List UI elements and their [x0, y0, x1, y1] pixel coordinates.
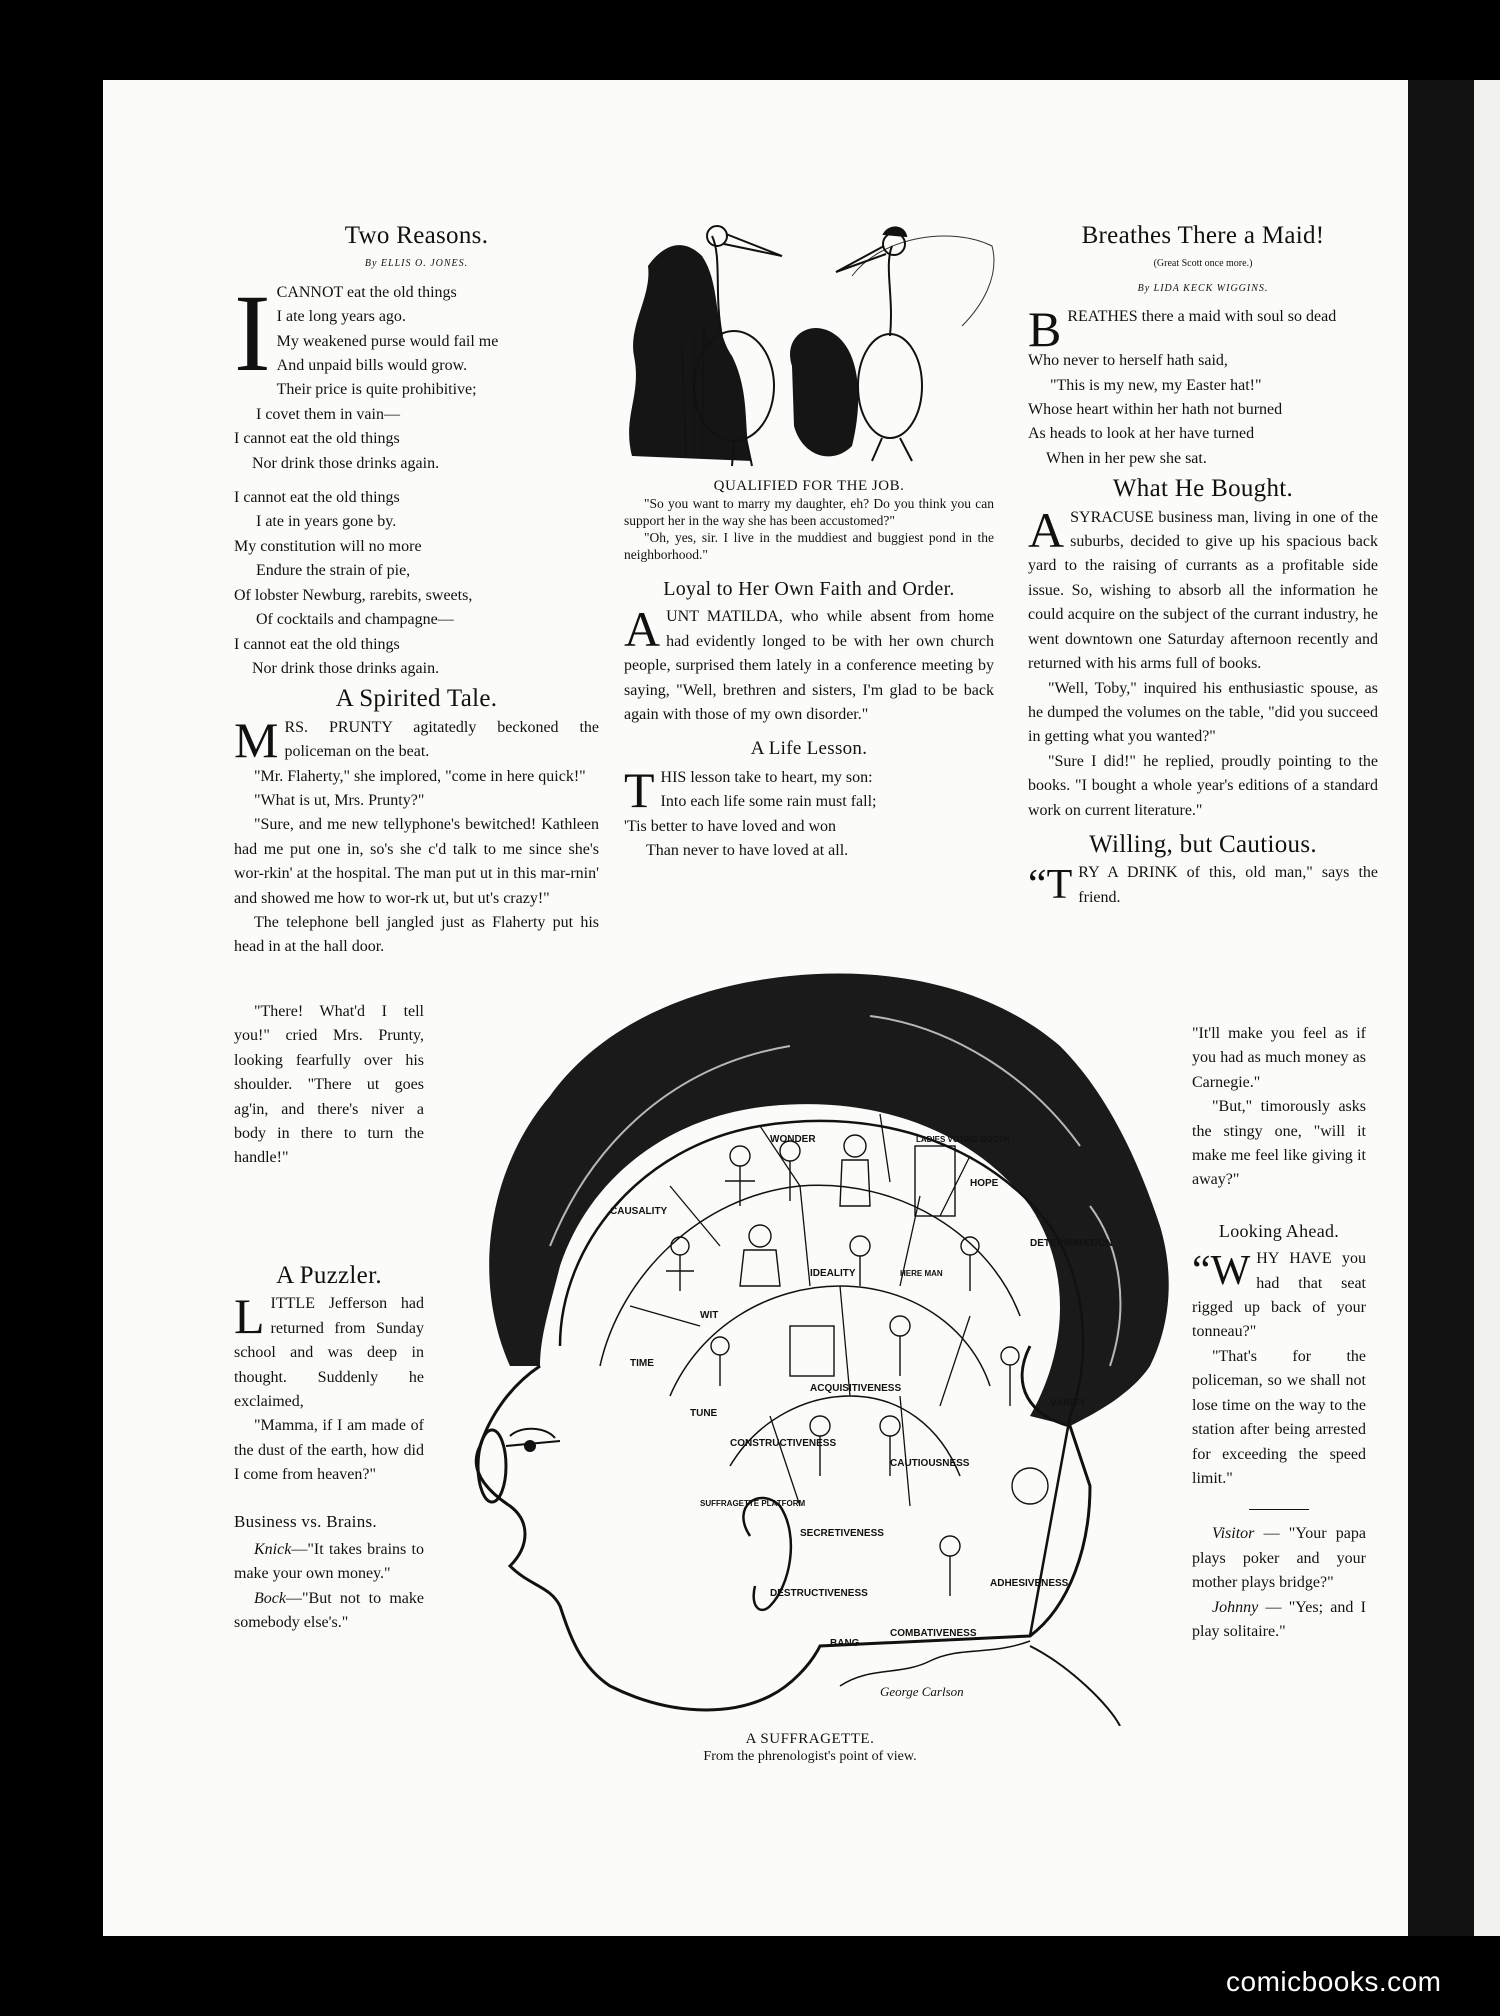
verse-line: "This is my new, my Easter hat!" [1050, 376, 1262, 394]
paragraph: "Mamma, if I am made of the dust of the earth, how did I come from heaven?" [234, 1417, 424, 1484]
dropcap: M [234, 711, 279, 768]
cartoon-quote: "So you want to marry my daughter, eh? Do you think you can support her in the way she has been accustomed?" [624, 496, 994, 528]
verse-line: And unpaid bills would grow. [276, 357, 468, 375]
head-label: SUFFRAGETTE PLATFORM [700, 1499, 806, 1508]
verse-line: My constitution will no more [234, 537, 422, 555]
willing-continued [1192, 1022, 1366, 1644]
head-label: SECRETIVENESS [800, 1528, 884, 1539]
paragraph: "Mr. Flaherty," she implored, "come in here quick!" [254, 767, 586, 785]
puzzler-story [234, 1264, 424, 1636]
site-watermark: comicbooks.com [1226, 1966, 1442, 1997]
maid-title: Breathes There a Maid! [1081, 222, 1325, 249]
spirited-tale-text [234, 711, 599, 960]
dropcap: I [234, 271, 271, 394]
divider [1249, 1509, 1309, 1510]
cartoon-caption: QUALIFIED FOR THE JOB. [713, 478, 905, 494]
paragraph: "Sure I did!" he replied, proudly pointing to the books. "I bought a whole year's editions of a standard work on current literature." [1028, 752, 1378, 819]
speaker-name: Visitor [1212, 1525, 1255, 1543]
verse-line: As heads to look at her have turned [1028, 425, 1255, 443]
head-label: CAUTIOUSNESS [890, 1458, 970, 1469]
verse-line: Who never to herself hath said, [1028, 352, 1228, 370]
dropcap: B [1028, 301, 1062, 358]
speaker-name: Knick [254, 1541, 292, 1559]
head-label: DESTRUCTIVENESS [770, 1588, 868, 1599]
verse-line: Endure the strain of pie, [256, 562, 411, 580]
verse-line: My weakened purse would fail me [276, 332, 499, 350]
maid-subtitle: (Great Scott once more.) [1153, 258, 1253, 270]
head-label: TIME [630, 1358, 654, 1369]
head-label: ADHESIVENESS [990, 1578, 1069, 1589]
head-label: WIT [700, 1310, 719, 1321]
dropcap: L [234, 1288, 265, 1345]
head-label: BANG [830, 1638, 860, 1649]
puzzler-title: A Puzzler. [276, 1262, 382, 1289]
verse-line: Whose heart within her hath not burned [1028, 401, 1283, 419]
dropcap: “W [1192, 1248, 1251, 1295]
looking-ahead-title: Looking Ahead. [1218, 1220, 1340, 1241]
head-label: ACQUISITIVENESS [810, 1383, 902, 1394]
business-brains-title: Business vs. Brains. [234, 1511, 377, 1531]
head-label: LADIES VOTING BOOTH [916, 1135, 1010, 1144]
life-lesson-title: A Life Lesson. [750, 738, 868, 760]
verse-line: Into each life some rain must fall; [660, 793, 877, 811]
column-middle [624, 477, 994, 863]
head-label: COMBATIVENESS [890, 1628, 977, 1639]
head-label: IDEALITY [810, 1268, 856, 1279]
paragraph: "What is ut, Mrs. Prunty?" [254, 791, 425, 809]
dropcap: “T [1028, 862, 1073, 909]
verse-line: I covet them in vain— [256, 405, 400, 423]
spirited-tale-title: A Spirited Tale. [335, 685, 498, 713]
column-right [1028, 224, 1378, 910]
paragraph: ITTLE Jefferson had returned from Sunday school and was deep in thought. Suddenly he exclaimed, [234, 1295, 424, 1411]
willing-title: Willing, but Cautious. [1089, 830, 1317, 858]
verse-line: Than never to have loved at all. [646, 842, 849, 860]
next-page-edge [1474, 80, 1500, 1936]
paragraph: HY HAVE you had that seat rigged up back of your tonneau?" [1192, 1250, 1366, 1341]
paragraph: UNT MATILDA, who while absent from home had evidently longed to be with her own church people, surprised them lately in a conference meeting by saying, "Well, brethren and sisters, I'm glad to be back again with those of my own disorder." [624, 608, 994, 724]
verse-line: When in her pew she sat. [1046, 449, 1207, 467]
verse-line: HIS lesson take to heart, my son: [660, 768, 873, 786]
head-label: TUNE [690, 1408, 718, 1419]
paragraph: "Well, Toby," inquired his enthusiastic spouse, as he dumped the volumes on the table, "did you succeed in getting what you wanted?" [1028, 679, 1378, 746]
paragraph: RY A DRINK of this, old man," says the friend. [1078, 864, 1378, 906]
verse-line: 'Tis better to have loved and won [624, 817, 837, 835]
loyal-title: Loyal to Her Own Faith and Order. [663, 578, 955, 600]
head-label: CONSTRUCTIVENESS [730, 1438, 837, 1449]
head-subcaption: From the phrenologist's point of view. [703, 1749, 917, 1764]
verse-line: Of lobster Newburg, rarebits, sweets, [234, 586, 473, 604]
verse-line: I cannot eat the old things [234, 430, 400, 448]
verse-line: I cannot eat the old things [234, 635, 400, 653]
two-reasons-poem [234, 271, 599, 682]
head-label: CAUSALITY [610, 1206, 668, 1217]
verse-line: Nor drink those drinks again. [252, 454, 440, 472]
spirited-tale-end [234, 1000, 424, 1171]
verse-line: I cannot eat the old things [234, 489, 400, 507]
dropcap: A [624, 601, 661, 658]
paragraph: RS. PRUNTY agitatedly beckoned the policeman on the beat. [284, 718, 599, 761]
paragraph: SYRACUSE business man, living in one of the suburbs, decided to give up his spacious back yard to the raising of currants as a profitable side issue. So, wishing to absorb all the information he could acquire on the subject of the currant industry, he went downtown one Saturday afternoon recently and returned with his arms full of books. [1028, 508, 1378, 673]
paragraph: "That's for the policeman, so we shall not lose time on the way to the station after being arrested for exceeding the speed limit." [1192, 1347, 1366, 1487]
head-label: HERE MAN [900, 1269, 943, 1278]
paragraph: "But," timorously asks the stingy one, "will it make me feel like giving it away?" [1192, 1098, 1366, 1189]
dialogue: —"It takes brains to make your own money." [234, 1541, 424, 1583]
dropcap: T [624, 761, 655, 818]
cartoon-quote: "Oh, yes, sir. I live in the muddiest and buggiest pond in the neighborhood." [624, 530, 994, 562]
head-label: WONDER [770, 1134, 816, 1145]
head-caption-block [560, 1730, 1060, 1766]
page-gutter [1408, 80, 1474, 1936]
head-caption: A SUFFRAGETTE. [745, 1731, 875, 1747]
paragraph: "Sure, and me new tellyphone's bewitched! Kathleen had me put one in, so's she c'd talk to me since she's wor-rkin' at the hospital. The man put ut in this mar-rnin' and showed me how to wor-rk ut, but ut's crazy!" [234, 816, 599, 907]
verse-line: I ate long years ago. [276, 308, 406, 326]
what-he-bought-title: What He Bought. [1112, 475, 1294, 503]
artist-signature: George Carlson [880, 1684, 964, 1699]
dialogue: — "Yes; and I play solitaire." [1192, 1598, 1366, 1640]
two-reasons-title: Two Reasons. [344, 222, 489, 249]
verse-line: REATHES there a maid with soul so dead [1067, 308, 1337, 326]
dialogue: —"But not to make somebody else's." [234, 1589, 424, 1632]
paragraph: The telephone bell jangled just as Flaherty put his head in at the hall door. [234, 913, 599, 956]
verse-line: CANNOT eat the old things [276, 283, 457, 301]
maid-byline: By LIDA KECK WIGGINS. [1137, 282, 1269, 294]
dropcap: A [1028, 501, 1065, 558]
dialogue: — "Your papa plays poker and your mother plays bridge?" [1192, 1525, 1366, 1592]
paragraph: "It'll make you feel as if you had as much money as Carnegie." [1192, 1025, 1366, 1091]
head-label: HOPE [970, 1178, 999, 1189]
column-left [234, 224, 599, 960]
phrenology-head-illustration [470, 946, 1180, 1726]
verse-line: I ate in years gone by. [256, 513, 397, 531]
two-reasons-byline: By ELLIS O. JONES. [364, 258, 469, 270]
paragraph: "There! What'd I tell you!" cried Mrs. Prunty, looking fearfully over his shoulder. "There ut goes ag'in, and there's niver a body in there to turn the handle!" [234, 1003, 424, 1167]
verse-line: Of cocktails and champagne— [256, 611, 454, 629]
verse-line: Their price is quite prohibitive; [276, 381, 477, 399]
verse-line: Nor drink those drinks again. [252, 659, 440, 677]
storks-cartoon [622, 216, 1000, 470]
head-label: VANITY [1050, 1398, 1086, 1409]
speaker-name: Johnny [1212, 1598, 1259, 1616]
head-label: DETERMINATION [1030, 1238, 1113, 1249]
speaker-name: Bock [254, 1589, 286, 1607]
